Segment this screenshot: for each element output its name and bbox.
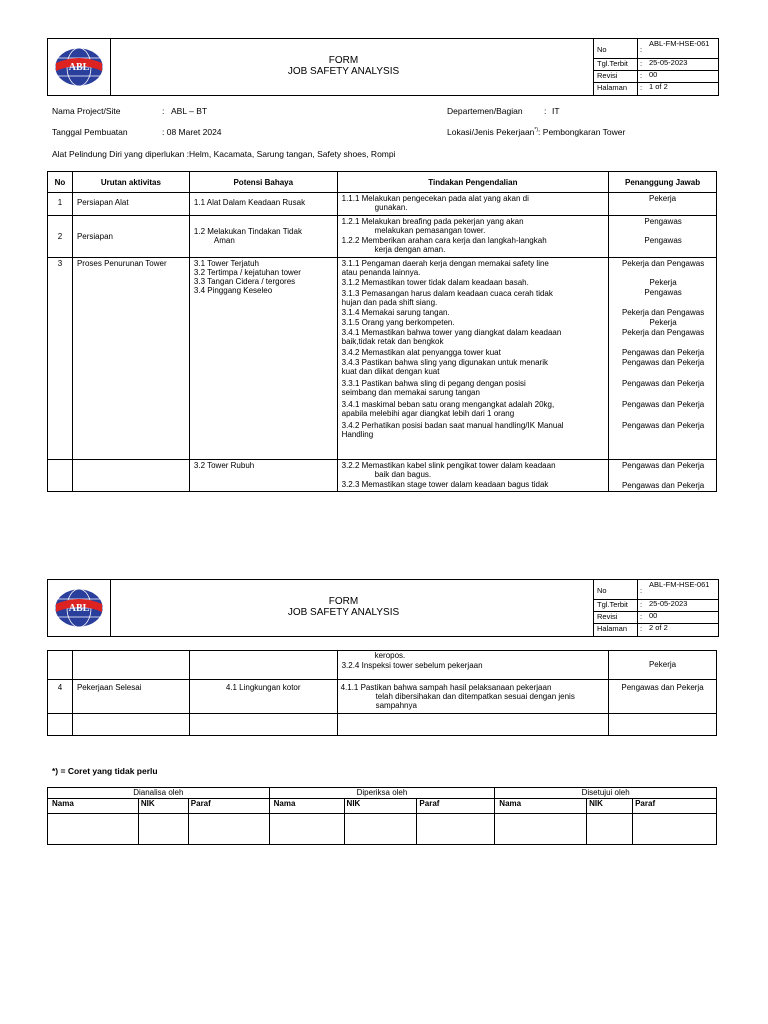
svg-text:ABL: ABL xyxy=(68,62,90,73)
table-row xyxy=(48,714,717,736)
jsa-table-page2 xyxy=(47,650,717,736)
sign-field[interactable] xyxy=(269,814,344,845)
sign-field[interactable] xyxy=(188,814,269,845)
meta-tgl-terbit: Tgl.Terbit : 25-05-2023 xyxy=(594,599,719,612)
sign-field[interactable] xyxy=(344,814,417,845)
dept-value-colon: : xyxy=(544,106,547,116)
meta-no: No : ABL-FM-HSE-061 xyxy=(594,39,719,59)
table-header-row xyxy=(48,172,717,193)
form-title-block xyxy=(111,55,576,77)
location-label: Lokasi/Jenis Pekerjaan*): Pembongkaran Tower xyxy=(447,127,626,137)
meta-revisi: Revisi : 00 xyxy=(594,70,719,83)
project-value: ABL – BT xyxy=(171,106,208,116)
form-label: FORM xyxy=(328,55,359,66)
sign-field[interactable] xyxy=(587,814,633,845)
meta-halaman: Halaman : 1 of 2 xyxy=(597,82,668,92)
meta-halaman: Halaman : 2 of 2 xyxy=(597,623,668,633)
form-header xyxy=(47,38,719,96)
table-row: 3 Proses Penurunan Tower 3.1 Tower Terjatuh 3.2 Tertimpa / kejatuhan tower 3.3 Tangan Cidera / tergores 3.4 Pinggang Keseleo 3.1.1 Pengaman daerah kerja dengan memakai safety line atau penanda lainnya. 3.1.2 Memastikan tower tidak dalam keadaan basah. 3.1.3 Pemasangan harus dalam keadaan cuaca cerah tidak hujan dan pada shift siang. 3.1.4 Memakai sarung tangan. 3.1.5 Orang yang berkompeten. 3.4.1 Memastikan bahwa tower yang diangkat dalam keadaan baik,tidak retak dan bengkok 3.4.2 Memastikan alat penyangga tower kuat 3.4.3 Pastikan bahwa sling yang digunakan untuk menarik kuat dan diikat dengan kuat 3.3.1 Pastikan bahwa sling di pegang dengan posisi seimbang dan memakai sarung tangan 3.4.1 maskimal beban satu orang mengangkat adalah 20kg, apabila melebihi agar diangkat lebih dari 1 orang 3.4.2 Perhatikan posisi badan saat manual handling/IK Manual Handling Pekerja dan Pengawas Pekerja Pengawas Pekerja dan Pengawas Pekerja Pekerja dan Pengawas Pengawas dan Pekerja Pengawas dan Pekerja Pengawas dan Pekerja Pengawas dan Pekerja Pengawas dan Pekerja xyxy=(48,258,717,460)
form-label: FORM xyxy=(328,596,359,607)
signature-table xyxy=(47,787,717,845)
meta-revisi: Revisi : 00 xyxy=(594,611,719,624)
sign-field[interactable] xyxy=(633,814,717,845)
form-title: JOB SAFETY ANALYSIS xyxy=(287,66,400,77)
table-row: keropos. 3.2.4 Inspeksi tower sebelum pekerjaan Pekerja xyxy=(48,651,717,680)
apd-line: Alat Pelindung Diri yang diperlukan :Helm, Kacamata, Sarung tangan, Safety shoes, Rompi xyxy=(52,149,396,159)
project-label: Nama Project/Site xyxy=(52,106,121,116)
document-meta xyxy=(593,39,719,95)
col-potensi: Potensi Bahaya xyxy=(189,172,337,193)
signature-header-row: Nama NIK Paraf Nama NIK Paraf Nama NIK Paraf xyxy=(48,799,717,814)
date-value: : 08 Maret 2024 xyxy=(162,127,222,137)
dept-label: Departemen/Bagian xyxy=(447,106,523,116)
col-urutan: Urutan aktivitas xyxy=(72,172,189,193)
signature-group-row: Dianalisa oleh Diperiksa oleh Disetujui oleh xyxy=(48,788,717,799)
meta-no: No : ABL-FM-HSE-061 xyxy=(594,580,719,600)
sign-field[interactable] xyxy=(138,814,188,845)
form-title-block xyxy=(111,596,576,618)
company-logo xyxy=(48,39,111,95)
form-title: JOB SAFETY ANALYSIS xyxy=(287,607,400,618)
project-value-colon: : xyxy=(162,106,165,116)
form-header-page2 xyxy=(47,579,719,637)
table-row: 4 Pekerjaan Selesai 4.1 Lingkungan kotor 4.1.1 Pastikan bahwa sampah hasil pelaksanaan pekerjaan telah dibersihakan dan ditempatkan sesuai dengan jenis sampahnya Pengawas dan Pekerja xyxy=(48,680,717,714)
col-no: No xyxy=(48,172,73,193)
table-row: 2 Persiapan 1.2 Melakukan Tindakan Tidak Aman 1.2.1 Melakukan breafing pada pekerjan yang akan melakukan pemasangan tower. 1.2.2 Memberikan arahan cara kerja dan langkah-langkah kerja dengan aman. Pengawas Pengawas xyxy=(48,216,717,258)
signature-blank-row xyxy=(48,814,717,845)
sign-field[interactable] xyxy=(495,814,587,845)
document-meta xyxy=(593,580,719,636)
svg-text:ABL: ABL xyxy=(68,603,90,614)
jsa-table xyxy=(47,171,717,492)
col-pj: Penanggung Jawab xyxy=(609,172,717,193)
meta-tgl-terbit: Tgl.Terbit : 25-05-2023 xyxy=(594,58,719,71)
col-tindakan: Tindakan Pengendalian xyxy=(337,172,608,193)
date-label: Tanggal Pembuatan xyxy=(52,127,128,137)
company-logo xyxy=(48,580,111,636)
table-row: 3.2 Tower Rubuh 3.2.2 Memastikan kabel slink pengikat tower dalam keadaan baik dan bagus. 3.2.3 Memastikan stage tower dalam keadaan bagus tidak Pengawas dan Pekerja Pengawas dan Pekerja xyxy=(48,460,717,492)
sign-field[interactable] xyxy=(417,814,495,845)
sign-field[interactable] xyxy=(48,814,139,845)
table-row: 1 Persiapan Alat 1.1 Alat Dalam Keadaan Rusak 1.1.1 Melakukan pengecekan pada alat yang akan di gunakan. Pekerja xyxy=(48,193,717,216)
dept-value: IT xyxy=(552,106,560,116)
note-coret: *) = Coret yang tidak perlu xyxy=(52,766,158,776)
